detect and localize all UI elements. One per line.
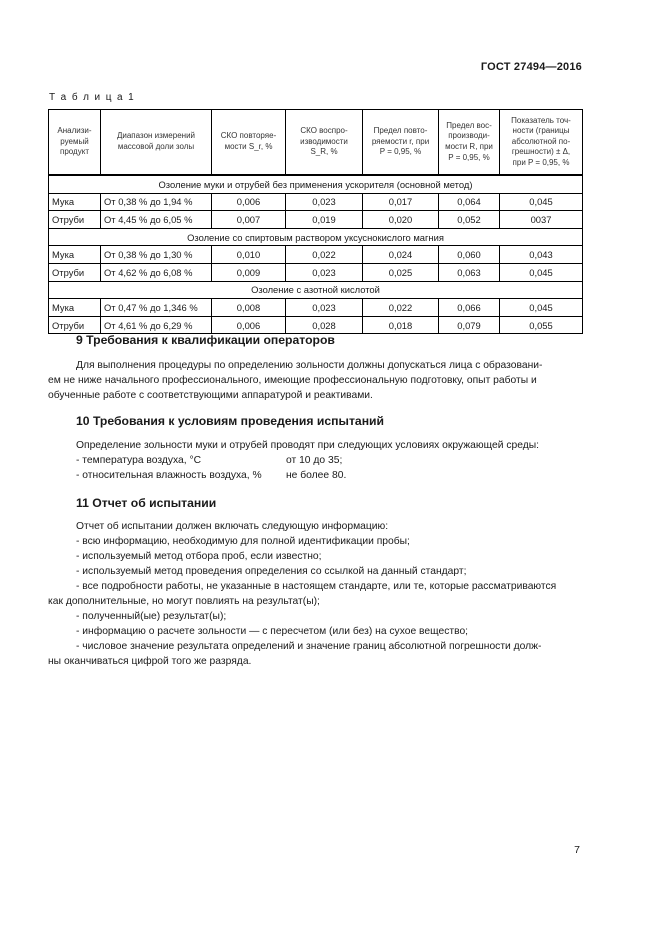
section-9-text: Для выполнения процедуры по определению зольности должны допускаться лица с образовани- ем не ниже начального профессионального, имеющие профессиональную подготовку, опыт работы и обученные работе с соответствующими аппаратурой и реактивами. xyxy=(48,360,543,401)
column-header: Диапазон измерений массовой доли золы xyxy=(101,110,212,176)
standard-designation: ГОСТ 27494—2016 xyxy=(480,61,582,73)
column-header: СКО повторяе- мости S_r, % xyxy=(212,110,286,176)
section-title-row: Озоление муки и отрубей без применения ускорителя (основной метод) xyxy=(49,175,583,193)
column-header: Предел повто- ряемости r, при P = 0,95, % xyxy=(363,110,439,176)
column-header: Анализи- руемый продукт xyxy=(49,110,101,176)
table-row: Отруби От 4,61 % до 6,29 % 0,006 0,028 0,018 0,079 0,055 xyxy=(49,316,583,334)
table-row: Отруби От 4,62 % до 6,08 % 0,009 0,023 0,025 0,063 0,045 xyxy=(49,263,583,281)
section-title-row: Озоление с азотной кислотой xyxy=(49,281,583,299)
section-10-text: Определение зольности муки и отрубей проводят при следующих условиях окружающей среды: - температура воздуха, °С от 10 до 35; - относительная влажность воздуха, % не более 80. xyxy=(76,440,539,481)
column-header: Предел вос- производи- мости R, при P = 0,95, % xyxy=(439,110,500,176)
table-header-row xyxy=(49,110,583,176)
section-9-heading: 9 Требования к квалификации операторов xyxy=(76,333,335,347)
page-number: 7 xyxy=(574,844,580,856)
table-row: Мука От 0,47 % до 1,346 % 0,008 0,023 0,022 0,066 0,045 xyxy=(49,299,583,317)
section-11-text: Отчет об испытании должен включать следующую информацию: - всю информацию, необходимую для полной идентификации пробы; - используемый метод отбора проб, если известно; - используемый метод проведения определения со ссылкой на данный стандарт; - все подробности работы, не указанные в настоящем стандарте, или те, которые рассматриваются как дополнительные, но могут повлиять на результат(ы); - полученный(ые) результат(ы); - информацию о расчете зольности — с пересчетом (или без) на сухое вещество; - числовое значение результата определений и значение границ абсолютной погрешности долж- ны оканчиваться цифрой того же разряда. xyxy=(48,521,557,667)
table-row: Мука От 0,38 % до 1,30 % 0,010 0,022 0,024 0,060 0,043 xyxy=(49,246,583,264)
section-10-heading: 10 Требования к условиям проведения испытаний xyxy=(76,414,385,428)
section-11-heading: 11 Отчет об испытании xyxy=(76,496,217,510)
section-title-row: Озоление со спиртовым раствором уксуснокислого магния xyxy=(49,228,583,246)
table-row: Отруби От 4,45 % до 6,05 % 0,007 0,019 0,020 0,052 0037 xyxy=(49,211,583,229)
column-header: Показатель точ- ности (границы абсолютной по- грешности) ± Δ, при P = 0,95, % xyxy=(500,110,583,176)
data-table xyxy=(48,109,583,334)
table-row: Мука От 0,38 % до 1,94 % 0,006 0,023 0,017 0,064 0,045 xyxy=(49,193,583,211)
column-header: СКО воспро- изводимости S_R, % xyxy=(286,110,363,176)
table-caption: Т а б л и ц а 1 xyxy=(49,92,136,103)
